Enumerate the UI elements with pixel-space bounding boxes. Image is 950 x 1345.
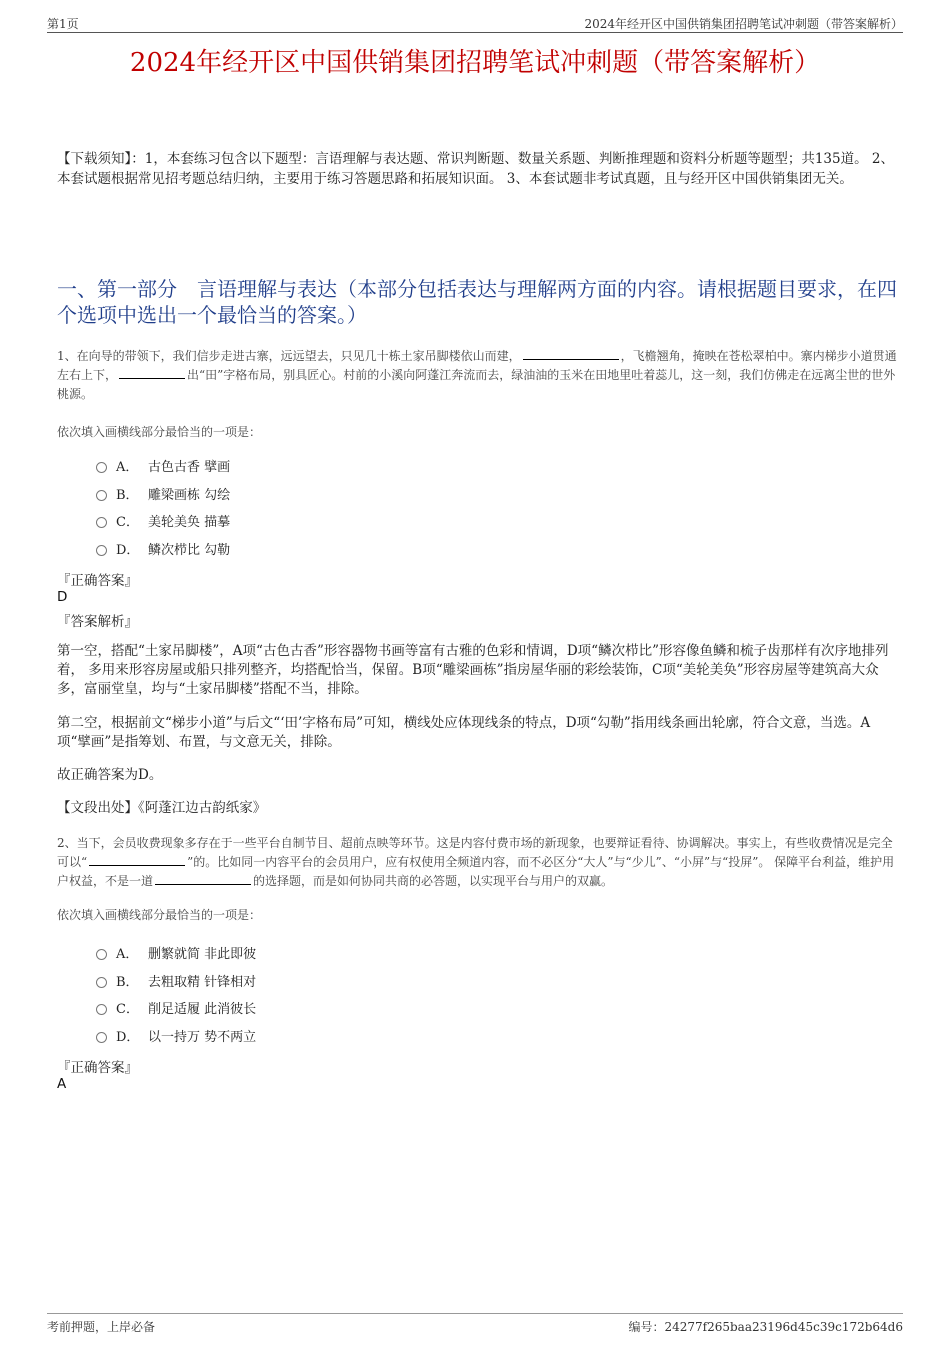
option-a[interactable]: A． 删繁就简 非此即彼 (96, 939, 256, 967)
radio-icon[interactable] (96, 977, 107, 988)
question-2-text-c: 的选择题，而是如何协同共商的必答题，以实现平台与用户的双赢。 (253, 874, 614, 888)
fill-blank-2 (119, 366, 185, 379)
question-1-text-b: ，飞檐翘角，掩映在苍松翠柏中。寨内梯步小道贯通左右上下， (57, 349, 897, 382)
fill-blank-4 (155, 872, 251, 885)
radio-icon[interactable] (96, 517, 107, 528)
radio-icon[interactable] (96, 1004, 107, 1015)
option-d[interactable]: D． 以一持万 势不两立 (96, 1022, 256, 1050)
page-footer (47, 1313, 903, 1338)
answer-label: 『正确答案』 (57, 1060, 138, 1076)
footer-slogan: 考前押题，上岸必备 (47, 1320, 156, 1334)
option-b[interactable]: B． 去粗取精 针锋相对 (96, 967, 256, 995)
radio-icon[interactable] (96, 545, 107, 556)
question-2-instruction: 依次填入画横线部分最恰当的一项是： (57, 908, 262, 922)
answer-value: D (57, 589, 68, 605)
answer-label: 『正确答案』 (57, 573, 138, 589)
radio-icon[interactable] (96, 490, 107, 501)
passage-source: 【文段出处】《阿蓬江边古韵纸家》 (57, 800, 267, 816)
option-b[interactable]: B． 雕梁画栋 勾绘 (96, 480, 230, 508)
question-1-text (57, 347, 899, 404)
question-2-text (57, 834, 899, 891)
radio-icon[interactable] (96, 1032, 107, 1043)
fill-blank-1 (523, 347, 619, 360)
download-notice: 【下载须知】：1，本套练习包含以下题型：言语理解与表达题、常识判断题、数量关系题、判断推理题和资料分析题等题型；共135道。 2、本套试题根据常见招考题总结归纳，主要用于练习答题思路和拓展知识面。 3、本套试题非考试真题，且与经开区中国供销集团无关。 (57, 151, 894, 187)
analysis-paragraph-1: 第一空，搭配“土家吊脚楼”，A项“古色古香”形容器物书画等富有古雅的色彩和情调，D项“鳞次栉比”形容像鱼鳞和梳子齿那样有次序地排列着， 多用来形容房屋或船只排列整齐，均搭配恰当，保留。B项“雕梁画栋”指房屋华丽的彩绘装饰，C项“美轮美奂”形容房屋等建筑高大众多，富丽堂皇，均与“土家吊脚楼”搭配不当，排除。 (57, 643, 889, 697)
document-code: 编号：24277f265baa23196d45c39c172b64d6 (628, 1320, 903, 1334)
question-2-text-a: 2、当下，会员收费现象多存在于一些平台自制节目、超前点映等环节。这是内容付费市场的新现象，也要辩证看待、协调解决。事实上，有些收费情况是完全可以“ (57, 836, 893, 869)
page-number: 第1页 (47, 17, 79, 31)
header-doc-title: 2024年经开区中国供销集团招聘笔试冲刺题（带答案解析） (584, 17, 903, 31)
question-1-instruction: 依次填入画横线部分最恰当的一项是： (57, 425, 262, 439)
option-c[interactable]: C． 美轮美奂 描摹 (96, 507, 230, 535)
fill-blank-3 (89, 853, 185, 866)
question-1-text-a: 1、在向导的带领下，我们信步走进古寨，远远望去，只见几十栋土家吊脚楼依山而建， (57, 349, 521, 363)
question-1-options (96, 452, 230, 562)
option-d[interactable]: D． 鳞次栉比 勾勒 (96, 535, 230, 563)
radio-icon[interactable] (96, 462, 107, 473)
section-title: 一、第一部分 言语理解与表达（本部分包括表达与理解两方面的内容。请根据题目要求，在四个选项中选出一个最恰当的答案。） (57, 277, 897, 327)
answer-value: A (57, 1076, 67, 1092)
question-2-options (96, 939, 256, 1049)
document-title: 2024年经开区中国供销集团招聘笔试冲刺题（带答案解析） (129, 48, 821, 78)
analysis-conclusion: 故正确答案为D。 (57, 767, 163, 783)
question-1-text-c: 出“田”字格布局，别具匠心。村前的小溪向阿蓬江奔流而去，绿油油的玉米在田地里吐着蕊儿，这一刻，我们仿佛走在远离尘世的世外桃源。 (57, 368, 896, 401)
radio-icon[interactable] (96, 949, 107, 960)
page-header (47, 12, 903, 33)
option-a[interactable]: A． 古色古香 擘画 (96, 452, 230, 480)
analysis-paragraph-2: 第二空，根据前文“梯步小道”与后文“‘田’字格布局”可知，横线处应体现线条的特点，D项“勾勒”指用线条画出轮廓，符合文意，当选。A项“擘画”是指筹划、布置，与文意无关，排除。 (57, 715, 871, 750)
question-2-text-b: ”的。比如同一内容平台的会员用户，应有权使用全频道内容，而不必区分“大人”与“少儿”、“小屏”与“投屏”。 保障平台利益，维护用户权益，不是一道 (57, 855, 895, 888)
analysis-label: 『答案解析』 (57, 614, 138, 630)
option-c[interactable]: C． 削足适履 此消彼长 (96, 994, 256, 1022)
